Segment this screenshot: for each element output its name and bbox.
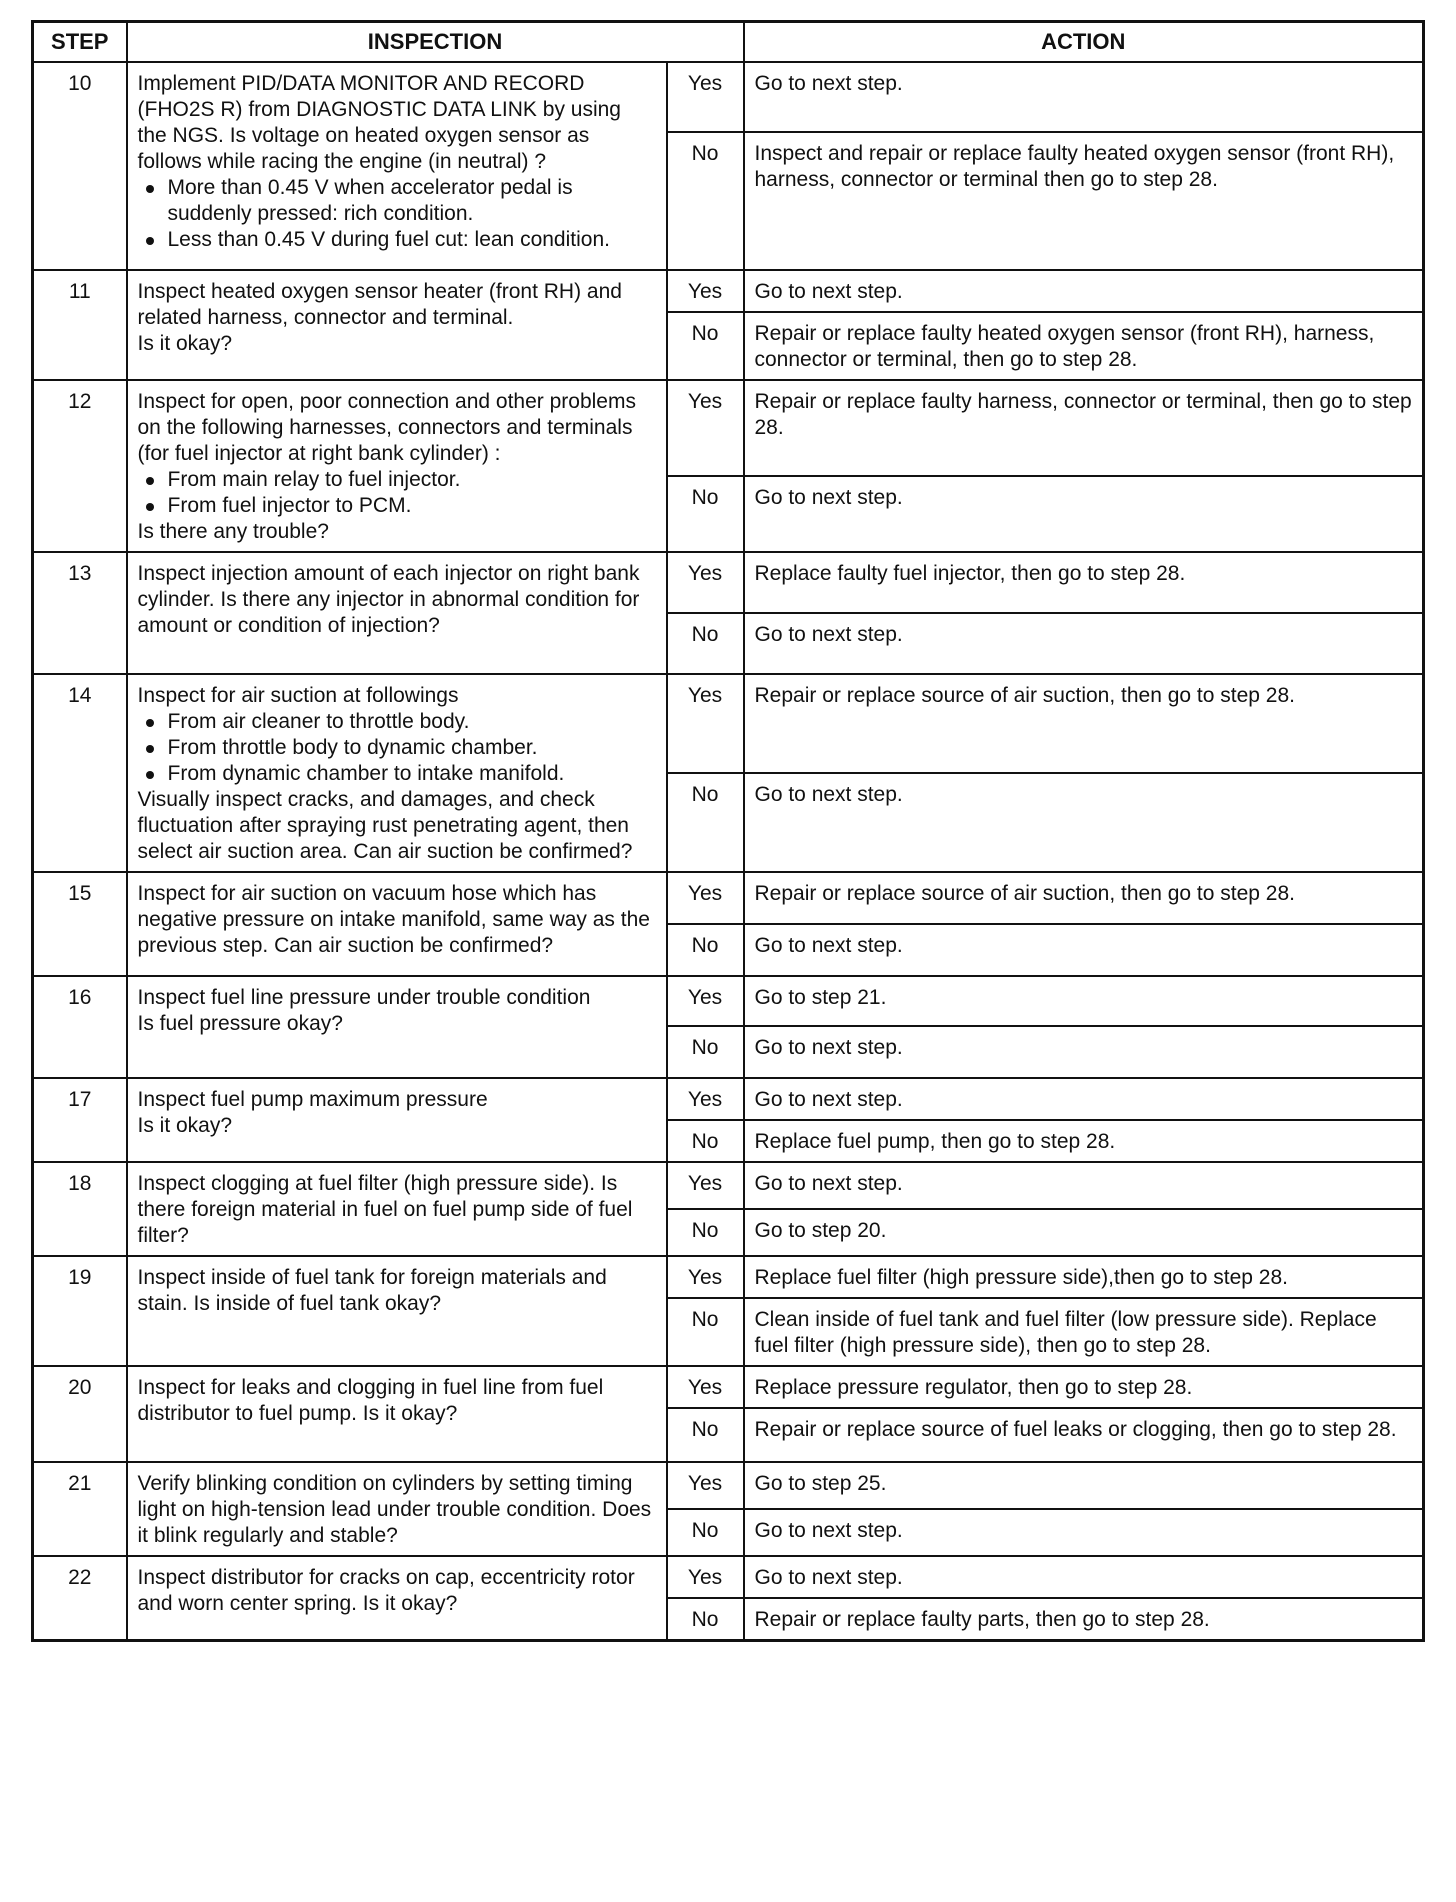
inspection-text bbox=[127, 674, 667, 872]
table-row bbox=[33, 1256, 1424, 1298]
yes-action: Repair or replace source of air suction, then go to step 28. bbox=[744, 872, 1424, 924]
no-action: Go to step 20. bbox=[744, 1209, 1424, 1256]
table-row bbox=[33, 552, 1424, 613]
inspection-text bbox=[127, 270, 667, 380]
no-action: Go to next step. bbox=[744, 924, 1424, 976]
step-number: 14 bbox=[33, 674, 127, 872]
yes-action: Go to step 21. bbox=[744, 976, 1424, 1026]
inspection-bullet-list bbox=[138, 175, 656, 253]
no-action: Go to next step. bbox=[744, 1026, 1424, 1078]
no-action: Repair or replace faulty parts, then go to step 28. bbox=[744, 1598, 1424, 1641]
inspection-question: Is there any trouble? bbox=[137, 520, 329, 543]
inspection-text bbox=[127, 1078, 667, 1162]
no-action: Replace fuel pump, then go to step 28. bbox=[744, 1120, 1424, 1162]
table-row bbox=[33, 1462, 1424, 1509]
inspection-bullet-item: More than 0.45 V when accelerator pedal is suddenly pressed: rich condition. bbox=[138, 175, 656, 227]
no-label: No bbox=[667, 132, 744, 270]
inspection-question: Is fuel pressure okay? bbox=[137, 1012, 343, 1035]
inspection-text bbox=[127, 1462, 667, 1556]
yes-label: Yes bbox=[667, 1078, 744, 1120]
yes-action: Go to next step. bbox=[744, 62, 1424, 132]
no-action: Go to next step. bbox=[744, 1509, 1424, 1556]
inspection-text bbox=[127, 872, 667, 976]
no-label: No bbox=[667, 1509, 744, 1556]
step-number: 10 bbox=[33, 62, 127, 270]
yes-label: Yes bbox=[667, 1556, 744, 1598]
yes-action: Go to next step. bbox=[744, 1556, 1424, 1598]
no-label: No bbox=[667, 476, 744, 552]
yes-label: Yes bbox=[667, 1366, 744, 1408]
inspection-text bbox=[127, 1162, 667, 1256]
diagnostic-procedure-sheet bbox=[31, 20, 1422, 1642]
inspection-text bbox=[127, 1366, 667, 1462]
yes-action: Go to next step. bbox=[744, 1162, 1424, 1209]
step-number: 12 bbox=[33, 380, 127, 552]
yes-label: Yes bbox=[667, 1462, 744, 1509]
no-label: No bbox=[667, 312, 744, 380]
table-row bbox=[33, 872, 1424, 924]
step-number: 11 bbox=[33, 270, 127, 380]
step-column-header: STEP bbox=[33, 22, 127, 63]
no-action: Clean inside of fuel tank and fuel filter (low pressure side). Replace fuel filter (high pressure side), then go to step 28. bbox=[744, 1298, 1424, 1366]
inspection-intro: Inspect clogging at fuel filter (high pressure side). Is there foreign material in fuel on fuel pump side of fuel filter? bbox=[137, 1172, 633, 1247]
inspection-bullet-list bbox=[138, 709, 656, 787]
step-number: 19 bbox=[33, 1256, 127, 1366]
yes-action: Go to next step. bbox=[744, 270, 1424, 312]
no-label: No bbox=[667, 1298, 744, 1366]
yes-action: Replace pressure regulator, then go to step 28. bbox=[744, 1366, 1424, 1408]
table-row bbox=[33, 1556, 1424, 1598]
inspection-text bbox=[127, 62, 667, 270]
yes-action: Replace fuel filter (high pressure side),then go to step 28. bbox=[744, 1256, 1424, 1298]
inspection-intro: Implement PID/DATA MONITOR AND RECORD (FHO2S R) from DIAGNOSTIC DATA LINK by using the NGS. Is voltage on heated oxygen sensor as follows while racing the engine (in neutral) ? bbox=[137, 72, 621, 173]
no-action: Repair or replace faulty heated oxygen sensor (front RH), harness, connector or terminal, then go to step 28. bbox=[744, 312, 1424, 380]
inspection-intro: Inspect fuel pump maximum pressure bbox=[137, 1088, 488, 1111]
no-action: Go to next step. bbox=[744, 773, 1424, 872]
yes-action: Go to next step. bbox=[744, 1078, 1424, 1120]
yes-label: Yes bbox=[667, 1162, 744, 1209]
table-row bbox=[33, 1366, 1424, 1408]
inspection-intro: Inspect injection amount of each injector on right bank cylinder. Is there any injector in abnormal condition for amount or condition of injection? bbox=[137, 562, 640, 637]
inspection-column-header: INSPECTION bbox=[127, 22, 744, 63]
inspection-question: Visually inspect cracks, and damages, and check fluctuation after spraying rust penetrating agent, then select air suction area. Can air suction be confirmed? bbox=[137, 788, 633, 863]
inspection-intro: Inspect heated oxygen sensor heater (front RH) and related harness, connector and terminal. bbox=[137, 280, 622, 329]
inspection-text bbox=[127, 976, 667, 1078]
no-label: No bbox=[667, 1598, 744, 1641]
inspection-intro: Inspect fuel line pressure under trouble condition bbox=[137, 986, 591, 1009]
yes-label: Yes bbox=[667, 62, 744, 132]
yes-label: Yes bbox=[667, 674, 744, 773]
step-number: 20 bbox=[33, 1366, 127, 1462]
yes-label: Yes bbox=[667, 270, 744, 312]
yes-label: Yes bbox=[667, 976, 744, 1026]
no-action: Inspect and repair or replace faulty heated oxygen sensor (front RH), harness, connector or terminal then go to step 28. bbox=[744, 132, 1424, 270]
table-row bbox=[33, 1162, 1424, 1209]
header-row bbox=[33, 22, 1424, 63]
no-action: Repair or replace source of fuel leaks or clogging, then go to step 28. bbox=[744, 1408, 1424, 1462]
step-number: 15 bbox=[33, 872, 127, 976]
no-label: No bbox=[667, 1408, 744, 1462]
inspection-intro: Inspect for air suction at followings bbox=[137, 684, 459, 707]
step-number: 22 bbox=[33, 1556, 127, 1641]
inspection-bullet-item: From main relay to fuel injector. bbox=[138, 467, 656, 493]
inspection-text bbox=[127, 1556, 667, 1641]
yes-action: Repair or replace source of air suction, then go to step 28. bbox=[744, 674, 1424, 773]
table-row bbox=[33, 1078, 1424, 1120]
yes-label: Yes bbox=[667, 380, 744, 476]
inspection-text bbox=[127, 552, 667, 674]
inspection-bullet-item: From fuel injector to PCM. bbox=[138, 493, 656, 519]
diagnostic-table bbox=[31, 20, 1425, 1642]
table-row bbox=[33, 62, 1424, 132]
yes-label: Yes bbox=[667, 872, 744, 924]
action-column-header: ACTION bbox=[744, 22, 1424, 63]
no-label: No bbox=[667, 613, 744, 674]
inspection-intro: Inspect inside of fuel tank for foreign materials and stain. Is inside of fuel tank okay? bbox=[137, 1266, 607, 1315]
table-row bbox=[33, 380, 1424, 476]
inspection-question: Is it okay? bbox=[137, 1114, 233, 1137]
inspection-bullet-item: From throttle body to dynamic chamber. bbox=[138, 735, 656, 761]
yes-action: Replace faulty fuel injector, then go to step 28. bbox=[744, 552, 1424, 613]
diagnostic-table-body bbox=[33, 62, 1424, 1641]
table-row bbox=[33, 270, 1424, 312]
inspection-bullet-item: From dynamic chamber to intake manifold. bbox=[138, 761, 656, 787]
no-action: Go to next step. bbox=[744, 613, 1424, 674]
inspection-question: Is it okay? bbox=[137, 332, 233, 355]
step-number: 21 bbox=[33, 1462, 127, 1556]
table-row bbox=[33, 976, 1424, 1026]
no-label: No bbox=[667, 1209, 744, 1256]
yes-label: Yes bbox=[667, 1256, 744, 1298]
step-number: 17 bbox=[33, 1078, 127, 1162]
no-action: Go to next step. bbox=[744, 476, 1424, 552]
inspection-bullet-list bbox=[138, 467, 656, 519]
inspection-text bbox=[127, 380, 667, 552]
inspection-intro: Inspect for open, poor connection and other problems on the following harnesses, connectors and terminals (for fuel injector at right bank cylinder) : bbox=[137, 390, 636, 465]
no-label: No bbox=[667, 1120, 744, 1162]
no-label: No bbox=[667, 924, 744, 976]
no-label: No bbox=[667, 773, 744, 872]
inspection-intro: Inspect for leaks and clogging in fuel line from fuel distributor to fuel pump. Is it okay? bbox=[137, 1376, 604, 1425]
yes-label: Yes bbox=[667, 552, 744, 613]
inspection-intro: Verify blinking condition on cylinders by setting timing light on high-tension lead under trouble condition. Does it blink regularly and stable? bbox=[137, 1472, 652, 1547]
inspection-bullet-item: From air cleaner to throttle body. bbox=[138, 709, 656, 735]
yes-action: Repair or replace faulty harness, connector or terminal, then go to step 28. bbox=[744, 380, 1424, 476]
step-number: 16 bbox=[33, 976, 127, 1078]
step-number: 18 bbox=[33, 1162, 127, 1256]
yes-action: Go to step 25. bbox=[744, 1462, 1424, 1509]
inspection-intro: Inspect for air suction on vacuum hose which has negative pressure on intake manifold, same way as the previous step. Can air suction be confirmed? bbox=[137, 882, 650, 957]
step-number: 13 bbox=[33, 552, 127, 674]
table-row bbox=[33, 674, 1424, 773]
inspection-text bbox=[127, 1256, 667, 1366]
inspection-bullet-item: Less than 0.45 V during fuel cut: lean condition. bbox=[138, 227, 656, 253]
no-label: No bbox=[667, 1026, 744, 1078]
inspection-intro: Inspect distributor for cracks on cap, eccentricity rotor and worn center spring. Is it okay? bbox=[137, 1566, 635, 1615]
